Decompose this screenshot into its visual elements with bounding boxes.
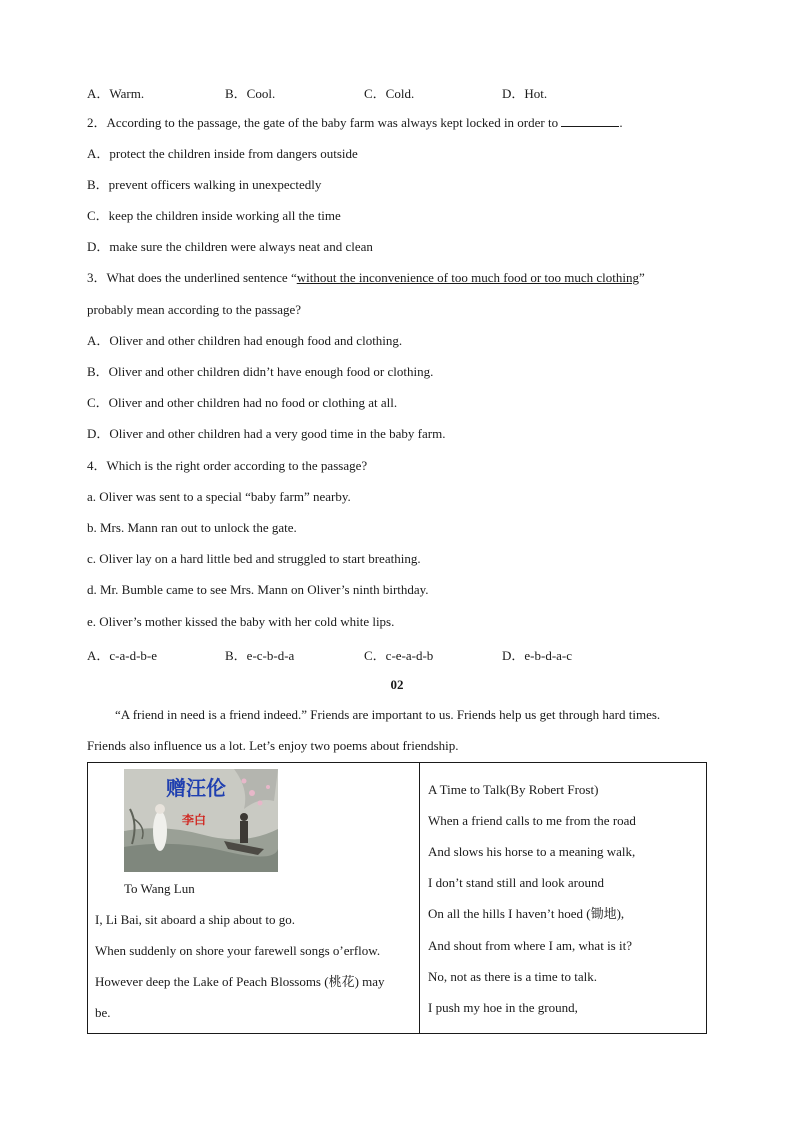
- q2-option-c[interactable]: C．keep the children inside working all the time: [87, 208, 341, 223]
- q4-option-c[interactable]: C．c-e-a-d-b: [364, 648, 434, 663]
- q4-stem: 4．Which is the right order according to the passage?: [87, 458, 368, 473]
- q4-event-d: d. Mr. Bumble came to see Mrs. Mann on Oliver’s ninth birthday.: [87, 582, 429, 597]
- section-number: 02: [390, 677, 404, 692]
- poem-right-line6: No, not as there is a time to talk.: [428, 969, 597, 984]
- q4-option-a[interactable]: A．c-a-d-b-e: [87, 648, 158, 663]
- poem-right-title: A Time to Talk(By Robert Frost): [428, 782, 599, 797]
- poem-right-line2: And slows his horse to a meaning walk,: [428, 844, 636, 859]
- section-intro-line1: “A friend in need is a friend indeed.” Friends are important to us. Friends help us get through hard times.: [115, 707, 661, 722]
- q4-event-a: a. Oliver was sent to a special “baby farm” nearby.: [87, 489, 351, 504]
- poem-right-cell: [420, 763, 707, 1034]
- q4-event-b: b. Mrs. Mann ran out to unlock the gate.: [87, 520, 297, 535]
- q4-option-d[interactable]: D．e-b-d-a-c: [502, 648, 573, 663]
- q3-option-a[interactable]: A．Oliver and other children had enough food and clothing.: [87, 333, 403, 348]
- poems-table: [87, 762, 707, 1034]
- q3-option-d[interactable]: D．Oliver and other children had a very good time in the baby farm.: [87, 426, 446, 441]
- q4-options: [87, 645, 647, 661]
- answer-blank: [561, 114, 619, 127]
- q1-option-b[interactable]: B．Cool.: [225, 86, 276, 101]
- poem-left-line1: I, Li Bai, sit aboard a ship about to go.: [95, 912, 296, 927]
- q4-event-c: c. Oliver lay on a hard little bed and struggled to start breathing.: [87, 551, 421, 566]
- poem-right-line3: I don’t stand still and look around: [428, 875, 604, 890]
- q3-stem: 3．What does the underlined sentence “without the inconvenience of too much food or too much clothing”: [87, 270, 645, 285]
- image-title: 赠汪伦: [166, 776, 226, 800]
- q1-option-d[interactable]: D．Hot.: [502, 86, 548, 101]
- underlined-sentence: without the inconvenience of too much food or too much clothing: [296, 270, 639, 285]
- poem-left-line3: However deep the Lake of Peach Blossoms (桃花) may: [95, 974, 385, 989]
- poem-left-title: To Wang Lun: [124, 881, 195, 896]
- poem-left-line2: When suddenly on shore your farewell songs o’erflow.: [95, 943, 381, 958]
- q2-option-b[interactable]: B．prevent officers walking in unexpectedly: [87, 177, 322, 192]
- poem-illustration: [124, 769, 278, 872]
- q2-option-d[interactable]: D．make sure the children were always neat and clean: [87, 239, 373, 254]
- image-author: 李白: [182, 813, 207, 827]
- q1-option-a[interactable]: A．Warm.: [87, 86, 145, 101]
- poem-right-line5: And shout from where I am, what is it?: [428, 938, 632, 953]
- q1-options: [87, 83, 647, 99]
- q4-event-e: e. Oliver’s mother kissed the baby with her cold white lips.: [87, 614, 395, 629]
- q2-stem: 2．According to the passage, the gate of the baby farm was always kept locked in order to .: [87, 115, 623, 130]
- section-intro-line2: Friends also influence us a lot. Let’s enjoy two poems about friendship.: [87, 738, 459, 753]
- q4-option-b[interactable]: B．e-c-b-d-a: [225, 648, 295, 663]
- q2-option-a[interactable]: A．protect the children inside from dangers outside: [87, 146, 358, 161]
- poem-right-line4: On all the hills I haven’t hoed (锄地),: [428, 906, 625, 921]
- poem-right-line7: I push my hoe in the ground,: [428, 1000, 578, 1015]
- q1-option-c[interactable]: C．Cold.: [364, 86, 415, 101]
- poem-left-cell: [88, 763, 420, 1034]
- q3-option-b[interactable]: B．Oliver and other children didn’t have enough food or clothing.: [87, 364, 434, 379]
- q3-stem-line2: probably mean according to the passage?: [87, 302, 302, 317]
- poem-left-line4: be.: [95, 1005, 111, 1020]
- poem-right-line1: When a friend calls to me from the road: [428, 813, 636, 828]
- q3-option-c[interactable]: C．Oliver and other children had no food or clothing at all.: [87, 395, 398, 410]
